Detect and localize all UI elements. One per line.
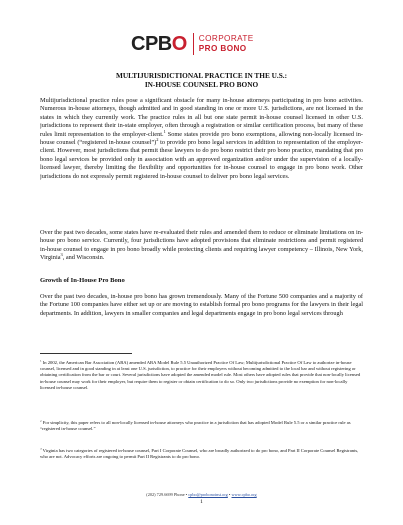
logo-wordmark: CORPORATE PRO BONO	[198, 34, 254, 53]
page-footer: (202) 729.6699 Phone • cpbo@probonoinst.org • www.cpbo.org	[146, 492, 257, 497]
document-title-line-2: IN-HOUSE COUNSEL PRO BONO	[144, 80, 259, 89]
footer-email-link[interactable]: cpbo@probonoinst.org	[188, 492, 228, 497]
footnote-1: $^1$ In 2002, the American Bar Association (ABA) amended ABA Model Rule 5.5 Unauthorized Practice Of Law; Multijurisdictional Practice Of Law to authorize in-house counsel, licensed and in good standing in at least one U.S. jurisdiction, to practice for their employers without becoming admitted to the local bar and without registering or obtaining certification from the bar or court. Several jurisdictions have adopted the amended model rule. Most others have adopted rules that provide that non-locally licensed in-house counsel may work for their employer, but require them to register or obtain certification to do so. Only two jurisdictions provide no exemption for non-locally licensed in-house counsel.	[40, 360, 361, 390]
document-title-line-1: MULTIJURISDICTIONAL PRACTICE IN THE U.S.:	[115, 71, 288, 80]
logo-mark: CPBO	[131, 33, 187, 55]
footnote-ref-1[interactable]: 1	[163, 128, 166, 134]
footnote-3: $^3$ Virginia has two categories of registered in-house counsel, Part I Corporate Counsel, who are broadly authorized to do pro bono, and Part II Corporate Counsel Registrants, who are not. Advocacy efforts are ongoing to permit Part II Registrants to do pro bono.	[40, 448, 359, 460]
cpbo-logo	[131, 31, 254, 57]
page-number: 1	[200, 499, 203, 505]
logo-divider	[193, 33, 194, 55]
paragraph-reforms: Over the past two decades, some states have re-evaluated their rules and amended them to reduce or eliminate limitations on in-house pro bono service. Currently, four jurisdictions have adopted provisions that eliminate restrictions and permit registered in-house counsel to engage in pro bono broadly while protecting clients and requiring lawyer competency – Illinois, New York, Virginia$^3$, and Wisconsin.	[40, 229, 363, 262]
footnote-2: $^2$ For simplicity, this paper refers to all non-locally licensed in-house attorneys who practice in a jurisdiction that has adopted Model Rule 5.5 or a similar practice rule as “registered in-house counsel.”	[40, 420, 351, 432]
footnote-ref-2[interactable]: 2	[156, 136, 159, 142]
footer-website-link[interactable]: www.cpbo.org	[231, 492, 257, 497]
footnote-divider	[40, 353, 132, 354]
paragraph-intro: Multijurisdictional practice rules pose a significant obstacle for many in-house attorneys participating in pro bono activities. Numerous in-house attorneys, though admitted and in good standing in one or more U.S. jurisdictions, are not licensed in the states in which they currently work. The practice rules in all but one state permit in-house counsel licensed in other U.S. jurisdictions to represent their in-state employer, often through a registration or similar certification process, but many of these rules limit representation to the employer-client.$^1$ Some states provide pro bono exemptions, allowing non-locally licensed in-house counsel (“registered in-house counsel”)$^2$ to provide pro bono legal services in addition to representation of the employer-client. However, most jurisdictions that permit these lawyers to do pro bono restrict their pro bono practice, mandating that pro bono legal services be provided only in association with an approved organization and/or under the supervision of a locally-licensed lawyer, thereby limiting the flexibility and opportunities for in-house counsel to engage in pro bono work. Other jurisdictions do not expressly permit registered in-house counsel to deliver pro bono legal services.	[40, 97, 363, 180]
section-heading: Growth of In-House Pro Bono	[40, 277, 125, 284]
paragraph-growth: Over the past two decades, in-house pro bono has grown tremendously. Many of the Fortune 500 companies and a majority of the Fortune 100 companies have either set up or are moving to establish formal pro bono programs for the lawyers in their legal departments. In addition, lawyers in smaller companies and legal departments engage in pro bono legal services through	[40, 293, 363, 317]
footnote-ref-3[interactable]: 3	[60, 252, 63, 258]
